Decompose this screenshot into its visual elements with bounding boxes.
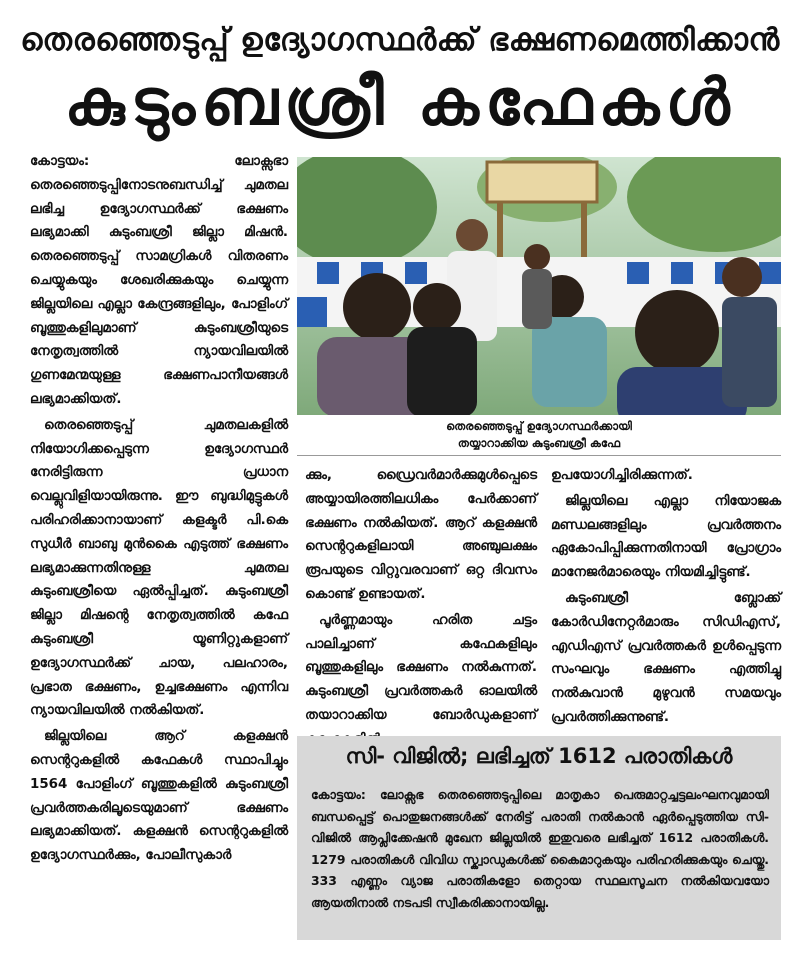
- article-paragraph: കുടുംബശ്രീ ബ്ലോക്ക് കോർഡിനേറ്റർമാരും സിഡിഎസ്, എഡിഎസ് പ്രവർത്തകർ ഉൾപ്പെടുന്ന സംഘവും ഭക്ഷണം എത്തിച്ചു നൽകുവാൻ മുഴുവൻ സമയവും പ്രവർത്തിക്കുന്നുണ്ട്.: [551, 590, 781, 725]
- article-paragraph: ഉപയോഗിച്ചിരിക്കുന്നത്.: [551, 468, 693, 483]
- photo-illustration: [297, 157, 781, 415]
- sidebar-box: [297, 736, 781, 940]
- dateline: കോട്ടയം:: [30, 154, 90, 169]
- photo-caption-line: തെരഞ്ഞെടുപ്പ് ഉദ്യോഗസ്ഥർക്കായി: [446, 419, 632, 433]
- photo-caption: [297, 418, 781, 452]
- article-paragraph: ജില്ലയിലെ എല്ലാ നിയോജക മണ്ഡലങ്ങളിലും പ്രവർത്തനം ഏകോപിപ്പിക്കുന്നതിനായി പ്രോഗ്രാം മാനേജർമാരെയും നിയമിച്ചിട്ടുണ്ട്.: [551, 493, 781, 581]
- photo-people-at-cafe: [297, 157, 781, 415]
- article-column-2: [305, 464, 537, 752]
- article-column-3: [551, 464, 781, 730]
- headline: കുടുംബശ്രീ കഫേകൾ: [64, 66, 736, 140]
- article-paragraph: കോട്ടയം: ലോക്സഭാ തെരഞ്ഞെടുപ്പിനോടനുബന്ധിച്ച് ചുമതല ലഭിച്ച ഉദ്യോഗസ്ഥർക്ക് ഭക്ഷണം ലഭ്യമാക്കി കുടുംബശ്രീ ജില്ലാ മിഷൻ. തെരഞ്ഞെടുപ്പ് സാമഗ്രികൾ വിതരണം ചെയ്യുകയും ശേഖരിക്കുകയും ചെയ്യുന്ന ജില്ലയിലെ എല്ലാ കേന്ദ്രങ്ങളിലും, പോളിംഗ് ബൂത്തുകളിലുമാണ് കുടുംബശ്രീയുടെ നേതൃത്വത്തിൽ ന്യായവിലയിൽ ഗുണമേന്മയുള്ള ഭക്ഷണപാനീയങ്ങൾ ലഭ്യമാക്കിയത്.: [30, 154, 288, 407]
- sidebar-title: സി- വിജിൽ; ലഭിച്ചത് 1612 പരാതികൾ: [345, 744, 733, 768]
- dateline: കോട്ടയം:: [311, 787, 366, 802]
- photo-caption-line: തയ്യാറാക്കിയ കുടുംബശ്രീ കഫേ: [457, 436, 621, 450]
- article-paragraph: ജില്ലയിലെ ആറ് കളക്ഷൻ സെന്ററുകളിൽ കഫേകൾ സ്ഥാപിച്ചും 1564 പോളിംഗ് ബൂത്തുകളിൽ കുടുംബശ്രീ പ്രവർത്തകരിലൂടെയുമാണ് ഭക്ഷണം ലഭ്യമാക്കിയത്. കളക്ഷൻ സെന്ററുകളിൽ ഉദ്യോഗസ്ഥർക്കും, പോലീസുകാർ: [30, 729, 288, 864]
- headline-kicker: തെരഞ്ഞെടുപ്പ് ഉദ്യോഗസ്ഥർക്ക് ഭക്ഷണമെത്തിക്കാൻ: [20, 22, 780, 58]
- article-paragraph: തെരഞ്ഞെടുപ്പ് ചുമതലകളിൽ നിയോഗിക്കപ്പെടുന്ന ഉദ്യോഗസ്ഥർ നേരിട്ടിരുന്ന പ്രധാന വെല്ലുവിളിയായിരുന്നു. ഈ ബുദ്ധിമുട്ടുകൾ പരിഹരിക്കാനായാണ് കളക്ടർ പി.കെ സുധീർ ബാബു മുൻകൈ എടുത്ത് ഭക്ഷണം ലഭ്യമാക്കുന്നതിനുള്ള ചുമതല കുടുംബശ്രീയെ ഏൽപ്പിച്ചത്. കുടുംബശ്രീ ജില്ലാ മിഷന്റെ നേതൃത്വത്തിൽ കഫേ കുടുംബശ്രീ യൂണിറ്റുകളാണ് ഉദ്യോഗസ്ഥർക്ക് ചായ, പലഹാരം, പ്രഭാത ഭക്ഷണം, ഉച്ചഭക്ഷണം എന്നിവ ന്യായവിലയിൽ നൽകിയത്.: [30, 417, 288, 719]
- article-paragraph: ക്കും, ഡ്രൈവർമാർക്കുമുൾപ്പെടെ അയ്യായിരത്തിലധികം പേർക്കാണ് ഭക്ഷണം നൽകിയത്. ആറ് കളക്ഷൻ സെന്ററുകളിലായി അഞ്ചുലക്ഷം രൂപയുടെ വിറ്റുവരവാണ് ഒറ്റ ദിവസം കൊണ്ട് ഉണ്ടായത്.: [305, 468, 537, 602]
- sidebar-body: കോട്ടയം: ലോക്സഭ തെരഞ്ഞെടുപ്പിലെ മാതൃകാ പെരുമാറ്റച്ചട്ടലംഘനവുമായി ബന്ധപ്പെട്ട് പൊതുജനങ്ങൾക്ക് നേരിട്ട് പരാതി നൽകാൻ ഏർപ്പെടുത്തിയ സി-വിജിൽ ആപ്ലിക്കേഷൻ മുഖേന ജില്ലയിൽ ഇതുവരെ ലഭിച്ചത് 1612 പരാതികൾ. 1279 പരാതികൾ വിവിധ സ്ക്വാഡുകൾക്ക് കൈമാറുകയും പരിഹരിക്കുകയും ചെയ്തു. 333 എണ്ണം വ്യാജ പരാതികളോ തെറ്റായ സ്ഥലസൂചന നൽകിയവയോ ആയതിനാൽ നടപടി സ്വീകരിക്കാനായില്ല.: [311, 787, 769, 910]
- article-paragraph: പൂർണ്ണമായും ഹരിത ചട്ടം പാലിച്ചാണ് കഫേകളിലും ബൂത്തുകളിലും ഭക്ഷണം നൽകുന്നത്. കുടുംബശ്രീ പ്രവർത്തകർ ഓലയിൽ തയാറാക്കിയ ബോർഡുകളാണ്: [305, 612, 537, 723]
- article-column-1: [30, 150, 288, 868]
- column-divider: [297, 455, 781, 456]
